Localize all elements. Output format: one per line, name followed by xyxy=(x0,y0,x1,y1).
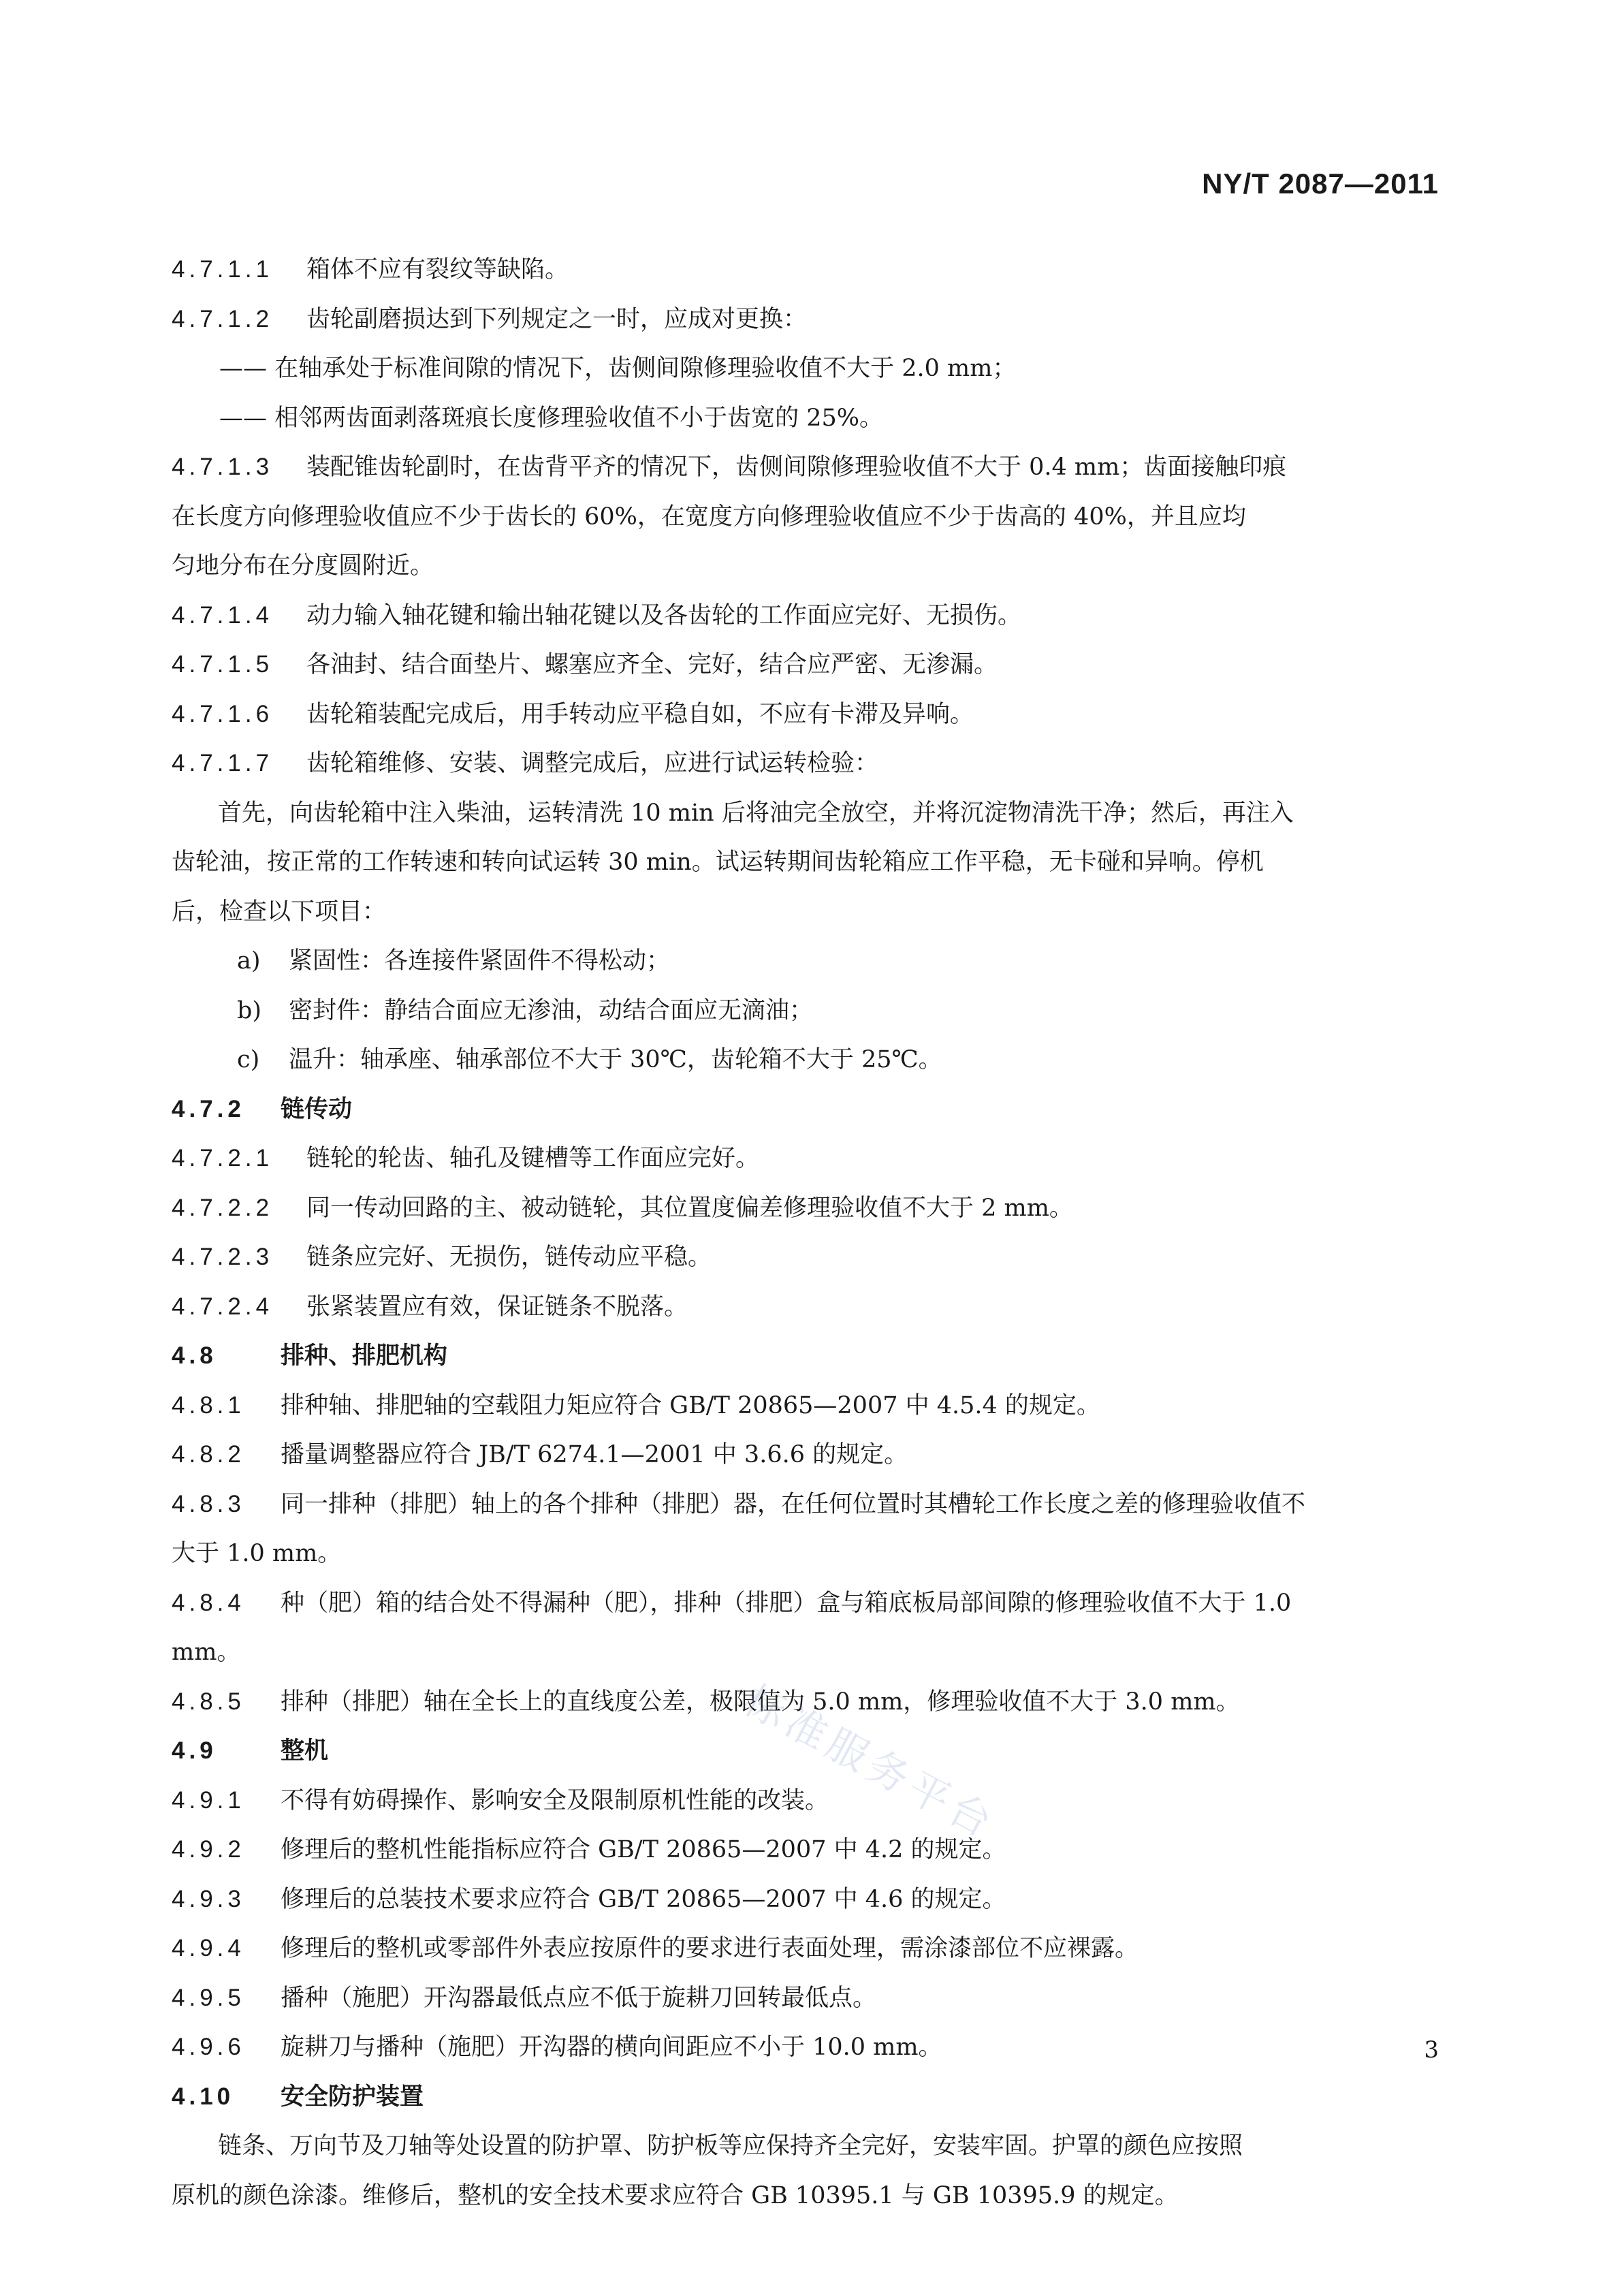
clause-text: 修理后的总装技术要求应符合 GB/T 20865—2007 中 4.6 的规定。 xyxy=(281,1885,1006,1913)
clause-text: 齿轮副磨损达到下列规定之一时，应成对更换： xyxy=(306,305,808,333)
section-heading xyxy=(172,1331,1438,1381)
clause-number: 4.9.6 xyxy=(172,2034,245,2060)
clause-line xyxy=(172,443,1438,492)
clause-text: 旋耕刀与播种（施肥）开沟器的横向间距应不小于 10.0 mm。 xyxy=(281,2034,942,2061)
clause-number: 4.7.1.4 xyxy=(172,601,274,629)
clause-number: 4.8.2 xyxy=(172,1441,245,1468)
clause-number: 4.7.1.3 xyxy=(172,454,274,480)
clause-line xyxy=(172,690,1438,740)
clause-number: 4.7.1.6 xyxy=(172,700,274,727)
clause-line xyxy=(172,1430,1438,1480)
clause-text: 修理后的整机或零部件外表应按原件的要求进行表面处理，需涂漆部位不应裸露。 xyxy=(281,1935,1139,1962)
clause-number: 4.7.2.1 xyxy=(172,1145,274,1171)
clause-text: 齿轮箱装配完成后，用手转动应平稳自如，不应有卡滞及异响。 xyxy=(306,700,974,728)
clause-number: 4.9.4 xyxy=(172,1935,245,1961)
clause-number: 4.9.2 xyxy=(172,1836,245,1863)
clause-line xyxy=(172,1825,1438,1875)
clause-text: 安全防护装置 xyxy=(281,2082,424,2111)
clause-number: 4.8 xyxy=(172,1342,217,1369)
clause-number: 4.9 xyxy=(172,1737,217,1764)
clause-text: 排种轴、排肥轴的空载阻力矩应符合 GB/T 20865—2007 中 4.5.4 的规定。 xyxy=(281,1391,1100,1419)
clause-number: 4.8.3 xyxy=(172,1490,245,1517)
continuation-line: 在长度方向修理验收值应不少于齿长的 60%，在宽度方向修理验收值应不少于齿高的 40%，并且应均 xyxy=(172,503,1246,531)
standard-code: NY/T 2087—2011 xyxy=(1202,168,1439,200)
clause-line xyxy=(172,1233,1438,1282)
clause-text: 张紧装置应有效，保证链条不脱落。 xyxy=(306,1293,688,1321)
document-body xyxy=(172,245,1438,2220)
clause-line xyxy=(172,1381,1438,1431)
clause-number: 4.7.2.4 xyxy=(172,1293,274,1320)
dash-list-item: —— 相邻两齿面剥落斑痕长度修理验收值不小于齿宽的 25%。 xyxy=(219,404,884,432)
list-label: a) xyxy=(237,947,261,975)
clause-line xyxy=(172,2023,1438,2072)
clause-number: 4.7.1.7 xyxy=(172,750,274,776)
clause-line xyxy=(172,1776,1438,1826)
list-item-text: 紧固性：各连接件紧固件不得松动； xyxy=(289,947,671,975)
list-item-text: 密封件：静结合面应无渗油，动结合面应无滴油； xyxy=(289,996,814,1024)
clause-line xyxy=(172,1282,1438,1332)
clause-number: 4.9.5 xyxy=(172,1984,245,2011)
lettered-list-item xyxy=(172,936,1438,986)
page-number: 3 xyxy=(1424,2036,1439,2064)
clause-text: 种（肥）箱的结合处不得漏种（肥），排种（排肥）盒与箱底板局部间隙的修理验收值不大于 1.0 xyxy=(281,1589,1292,1617)
clause-line xyxy=(172,591,1438,641)
clause-text: 整机 xyxy=(281,1737,329,1765)
clause-text: 动力输入轴花键和输出轴花键以及各齿轮的工作面应完好、无损伤。 xyxy=(306,601,1022,629)
section-heading xyxy=(172,2072,1438,2122)
clause-number: 4.7.2.2 xyxy=(172,1194,274,1221)
clause-text: 链传动 xyxy=(281,1094,353,1123)
lettered-list-item xyxy=(172,1035,1438,1085)
list-label: c) xyxy=(237,1046,260,1073)
continuation-line: 齿轮油，按正常的工作转速和转向试运转 30 min。试运转期间齿轮箱应工作平稳，无卡碰和异响。停机 xyxy=(172,849,1264,876)
clause-number: 4.8.5 xyxy=(172,1688,245,1715)
clause-number: 4.9.3 xyxy=(172,1885,245,1912)
clause-text: 排种（排肥）轴在全长上的直线度公差，极限值为 5.0 mm，修理验收值不大于 3.0 mm。 xyxy=(281,1688,1240,1716)
clause-text: 修理后的整机性能指标应符合 GB/T 20865—2007 中 4.2 的规定。 xyxy=(281,1836,1006,1863)
clause-number: 4.7.2 xyxy=(172,1095,245,1122)
clause-text: 同一传动回路的主、被动链轮，其位置度偏差修理验收值不大于 2 mm。 xyxy=(306,1194,1073,1222)
clause-text: 链条应完好、无损伤，链传动应平稳。 xyxy=(306,1244,712,1271)
clause-text: 箱体不应有裂纹等缺陷。 xyxy=(306,256,569,283)
clause-text: 排种、排肥机构 xyxy=(281,1342,448,1370)
clause-line xyxy=(172,1134,1438,1184)
clause-line xyxy=(172,1480,1438,1530)
clause-number: 4.7.1.5 xyxy=(172,651,274,678)
clause-line xyxy=(172,1875,1438,1925)
clause-line xyxy=(172,1924,1438,1974)
clause-text: 装配锥齿轮副时，在齿背平齐的情况下，齿侧间隙修理验收值不大于 0.4 mm；齿面接触印痕 xyxy=(306,454,1287,481)
clause-line xyxy=(172,1184,1438,1233)
clause-number: 4.8.4 xyxy=(172,1589,245,1616)
clause-number: 4.8.1 xyxy=(172,1391,245,1419)
section-heading xyxy=(172,1085,1438,1135)
clause-line xyxy=(172,295,1438,345)
clause-number: 4.7.2.3 xyxy=(172,1244,274,1270)
continuation-line: 匀地分布在分度圆附近。 xyxy=(172,552,434,580)
dash-list-item: —— 在轴承处于标准间隙的情况下，齿侧间隙修理验收值不大于 2.0 mm； xyxy=(219,355,1017,382)
paragraph-line: 首先，向齿轮箱中注入柴油，运转清洗 10 min 后将油完全放空，并将沉淀物清洗干净；然后，再注入 xyxy=(218,799,1294,827)
lettered-list-item xyxy=(172,986,1438,1036)
clause-line xyxy=(172,739,1438,789)
continuation-line: 后，检查以下项目： xyxy=(172,898,387,926)
list-label: b) xyxy=(237,996,262,1024)
continuation-line: 大于 1.0 mm。 xyxy=(172,1540,342,1567)
clause-text: 各油封、结合面垫片、螺塞应齐全、完好，结合应严密、无渗漏。 xyxy=(306,651,998,678)
continuation-line: 原机的颜色涂漆。维修后，整机的安全技术要求应符合 GB 10395.1 与 GB 10395.9 的规定。 xyxy=(172,2181,1179,2209)
clause-text: 齿轮箱维修、安装、调整完成后，应进行试运转检验： xyxy=(306,750,879,777)
clause-text: 播种（施肥）开沟器最低点应不低于旋耕刀回转最低点。 xyxy=(281,1984,877,2012)
clause-number: 4.7.1.2 xyxy=(172,305,274,332)
clause-line xyxy=(172,640,1438,690)
clause-line xyxy=(172,1974,1438,2023)
clause-text: 播量调整器应符合 JB/T 6274.1—2001 中 3.6.6 的规定。 xyxy=(281,1441,908,1468)
clause-number: 4.9.1 xyxy=(172,1786,245,1814)
clause-text: 不得有妨碍操作、影响安全及限制原机性能的改装。 xyxy=(281,1786,829,1814)
clause-line xyxy=(172,245,1438,295)
watermark: 标准服务平台 xyxy=(736,1676,1004,1849)
clause-line xyxy=(172,1579,1438,1628)
continuation-line: mm。 xyxy=(172,1639,241,1666)
clause-text: 同一排种（排肥）轴上的各个排种（排肥）器，在任何位置时其槽轮工作长度之差的修理验收值不 xyxy=(281,1490,1306,1518)
clause-number: 4.7.1.1 xyxy=(172,256,274,283)
clause-number: 4.10 xyxy=(172,2083,235,2110)
list-item-text: 温升：轴承座、轴承部位不大于 30℃，齿轮箱不大于 25℃。 xyxy=(289,1046,942,1073)
paragraph-line: 链条、万向节及刀轴等处设置的防护罩、防护板等应保持齐全完好，安装牢固。护罩的颜色应按照 xyxy=(218,2132,1243,2160)
clause-text: 链轮的轮齿、轴孔及键槽等工作面应完好。 xyxy=(306,1145,760,1172)
